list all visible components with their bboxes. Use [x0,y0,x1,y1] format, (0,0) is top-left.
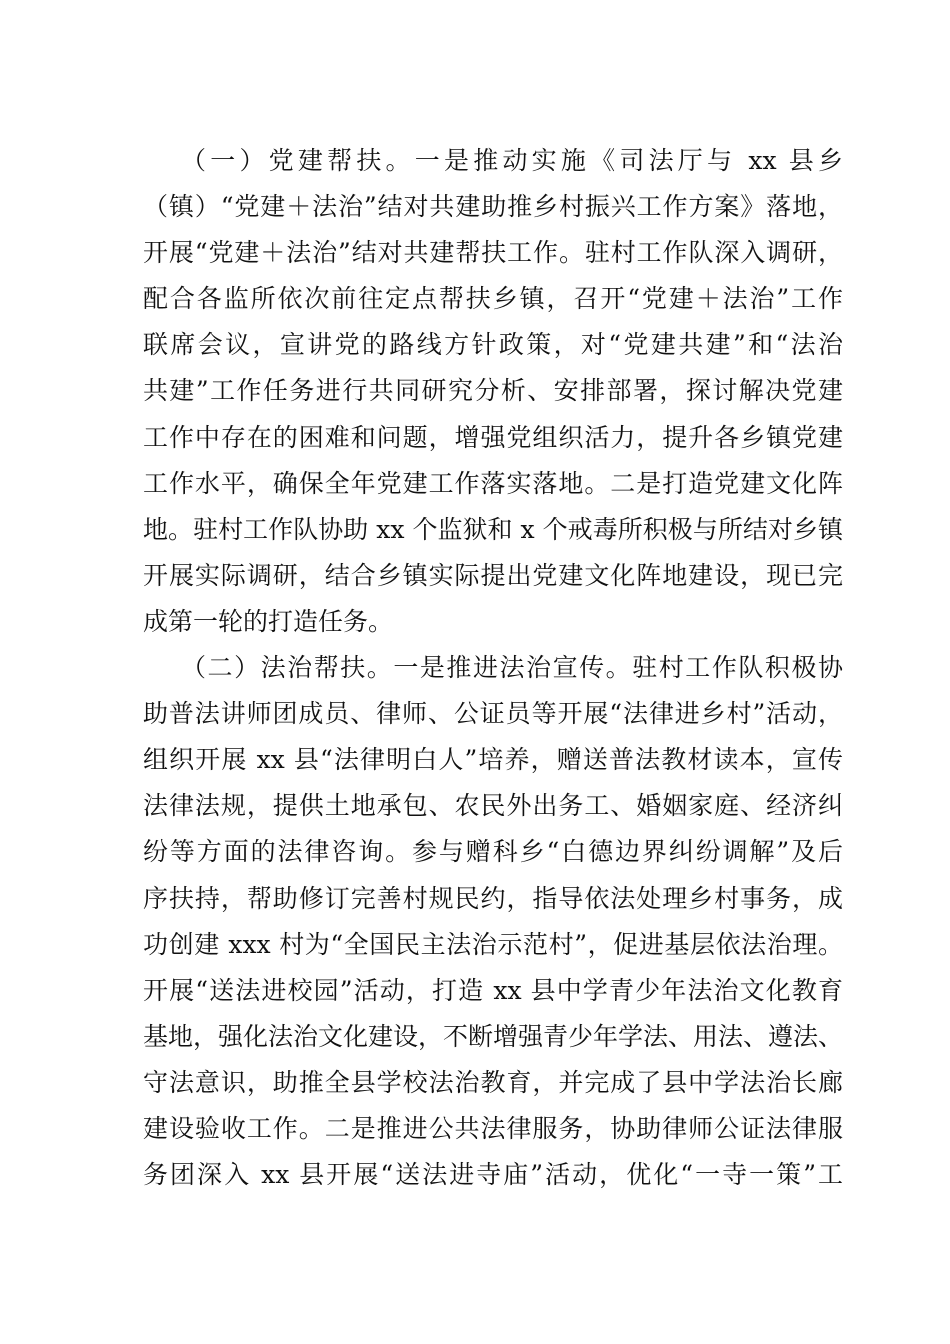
text-line: 法律法规，提供土地承包、农民外出务工、婚姻家庭、经济纠 [143,791,843,821]
text-line: 配合各监所依次前往定点帮扶乡镇，召开“党建＋法治”工作 [143,284,843,314]
text-line: 地。驻村工作队协助 xx 个监狱和 x 个戒毒所积极与所结对乡镇 [143,514,843,544]
text-line: 开展实际调研，结合乡镇实际提出党建文化阵地建设，现已完 [143,560,843,590]
text-line: 守法意识，助推全县学校法治教育，并完成了县中学法治长廊 [143,1067,843,1097]
text-line: 成第一轮的打造任务。 [143,606,394,636]
text-line: 工作水平，确保全年党建工作落实落地。二是打造党建文化阵 [143,468,843,498]
text-line: 建设验收工作。二是推进公共法律服务，协助律师公证法律服 [143,1113,843,1143]
text-line: 务团深入 xx 县开展“送法进寺庙”活动，优化“一寺一策”工 [143,1160,843,1190]
text-line: 序扶持，帮助修订完善村规民约，指导依法处理乡村事务，成 [143,883,843,913]
text-line: （二）法治帮扶。一是推进法治宣传。驻村工作队积极协 [181,653,843,683]
text-line: 组织开展 xx 县“法律明白人”培养，赠送普法教材读本，宣传 [143,745,843,775]
text-line: 助普法讲师团成员、律师、公证员等开展“法律进乡村”活动， [143,699,843,729]
paragraph-party-building [143,138,843,645]
text-line: 纷等方面的法律咨询。参与赠科乡“白德边界纠纷调解”及后 [143,837,843,867]
text-line: 联席会议，宣讲党的路线方针政策，对“党建共建”和“法治 [143,330,843,360]
text-line: （一）党建帮扶。一是推动实施《司法厅与 xx 县乡 [181,146,843,175]
text-line: 基地，强化法治文化建设，不断增强青少年学法、用法、遵法、 [143,1021,844,1051]
text-line: 开展“送法进校园”活动，打造 xx 县中学青少年法治文化教育 [143,975,843,1005]
text-line: 共建”工作任务进行共同研究分析、安排部署，探讨解决党建 [143,376,843,406]
document-body [143,138,843,1198]
text-line: （镇）“党建＋法治”结对共建助推乡村振兴工作方案》落地， [143,192,843,222]
paragraph-rule-of-law [143,645,843,1198]
text-line: 开展“党建＋法治”结对共建帮扶工作。驻村工作队深入调研， [143,238,843,268]
text-line: 工作中存在的困难和问题，增强党组织活力，提升各乡镇党建 [143,422,843,452]
text-line: 功创建 xxx 村为“全国民主法治示范村”，促进基层依法治理。 [143,929,843,959]
